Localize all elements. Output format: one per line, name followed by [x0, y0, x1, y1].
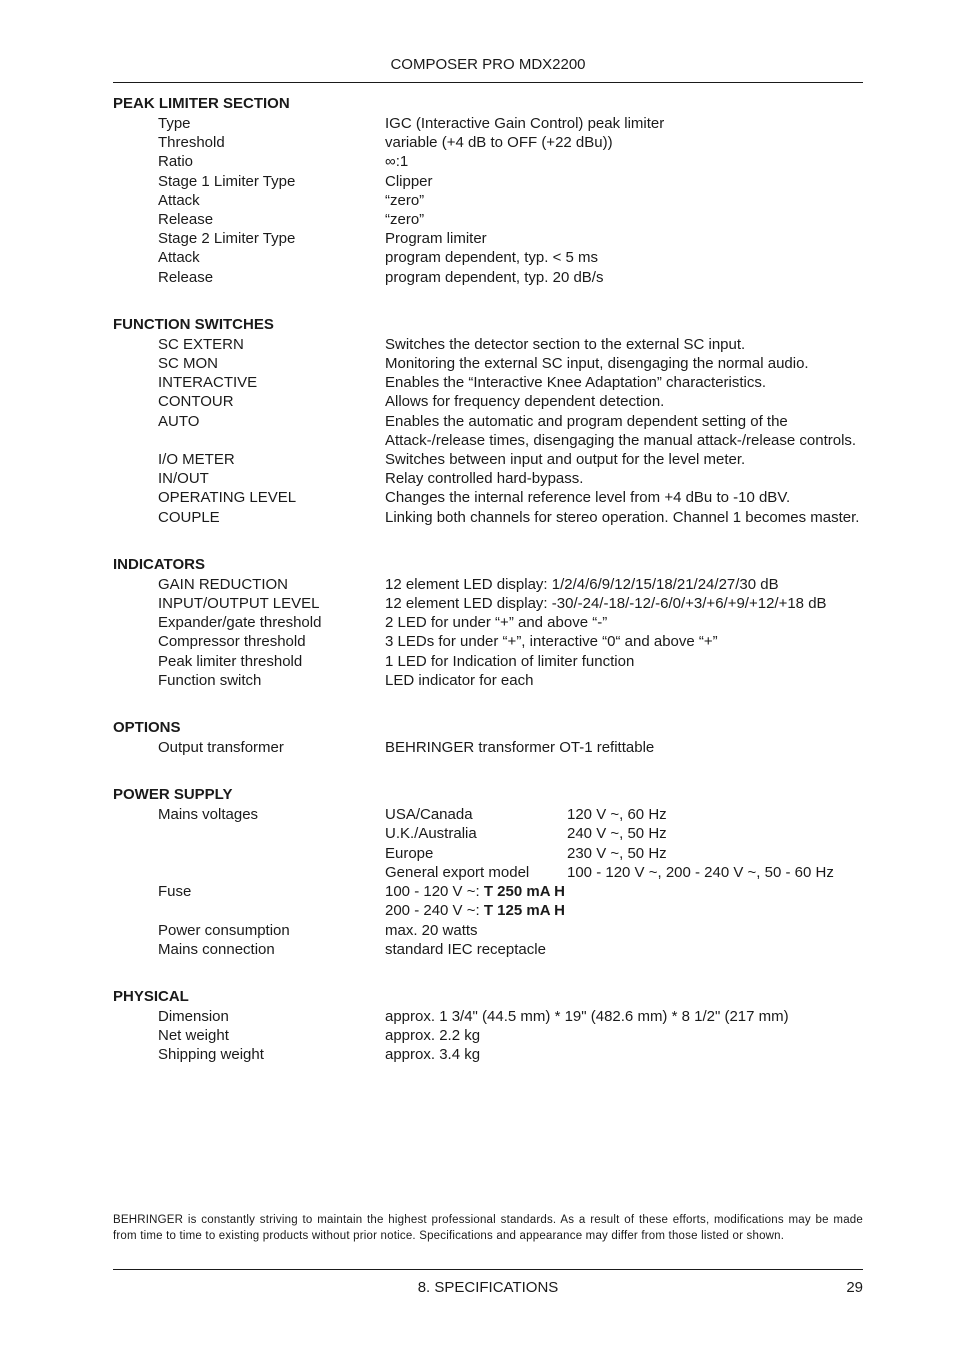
spec-row: [113, 248, 863, 267]
spec-row: [113, 594, 863, 613]
footer-section-title: 8. SPECIFICATIONS: [417, 1279, 559, 1296]
spec-row: [113, 210, 863, 229]
spec-value: ∞:1: [385, 153, 409, 171]
spec-label: CONTOUR: [158, 393, 234, 411]
fuse-values: [385, 882, 863, 920]
mains-spec: 120 V ~, 60 Hz: [567, 806, 667, 824]
spec-value: variable (+4 dB to OFF (+22 dBu)): [385, 134, 613, 152]
mains-row: [385, 805, 863, 824]
spec-value: Switches the detector section to the external SC input.: [385, 335, 746, 353]
spec-label: COUPLE: [158, 508, 220, 526]
spec-row: [113, 921, 863, 940]
spec-row: [113, 229, 863, 248]
spec-row: [113, 805, 863, 882]
spec-value: IGC (Interactive Gain Control) peak limiter: [385, 115, 665, 132]
spec-row: [113, 354, 863, 373]
spec-row: [113, 575, 863, 594]
spec-row: [113, 508, 863, 527]
spec-row: [113, 469, 863, 488]
spec-value: Enables the automatic and program dependent setting of the Attack-/release times, disengaging the manual attack-/release controls.: [385, 412, 857, 449]
spec-label: Stage 1 Limiter Type: [158, 172, 296, 190]
spec-row: [113, 152, 863, 171]
spec-label: SC MON: [158, 355, 218, 373]
spec-label: Power consumption: [158, 921, 290, 939]
spec-value: approx. 2.2 kg: [385, 1027, 481, 1045]
spec-row: [113, 412, 863, 450]
fuse-range: 100 - 120 V ~:: [385, 883, 484, 901]
spec-label: Compressor threshold: [158, 633, 306, 651]
spec-label: Release: [158, 268, 214, 286]
section-title: FUNCTION SWITCHES: [113, 315, 274, 333]
spec-value: BEHRINGER transformer OT-1 refittable: [385, 739, 655, 757]
spec-label: INTERACTIVE: [158, 374, 258, 392]
spec-value: Relay controlled hard-bypass.: [385, 470, 584, 488]
spec-value: LED indicator for each: [385, 671, 534, 689]
section-options: [113, 718, 863, 757]
fuse-line: [385, 901, 863, 920]
spec-value: max. 20 watts: [385, 921, 478, 939]
spec-label: Threshold: [158, 134, 225, 152]
page-number: 29: [846, 1279, 863, 1296]
spec-value: program dependent, typ. 20 dB/s: [385, 268, 604, 286]
spec-value: “zero”: [385, 211, 425, 229]
spec-label: Fuse: [158, 883, 192, 901]
section-title: POWER SUPPLY: [113, 786, 233, 804]
spec-label: Output transformer: [158, 739, 284, 757]
section-indicators: [113, 555, 863, 690]
spec-value: Switches between input and output for the level meter.: [385, 451, 746, 469]
spec-value: Program limiter: [385, 230, 487, 248]
specifications-content: [113, 94, 863, 1093]
mains-region: General export model: [385, 863, 530, 881]
spec-label: Net weight: [158, 1027, 229, 1045]
spec-value: program dependent, typ. < 5 ms: [385, 249, 599, 267]
spec-label: Peak limiter threshold: [158, 652, 303, 670]
spec-value: Clipper: [385, 172, 433, 190]
spec-row: [113, 450, 863, 469]
spec-label: INPUT/OUTPUT LEVEL: [158, 595, 320, 613]
spec-row: [113, 133, 863, 152]
spec-row: [113, 191, 863, 210]
spec-row: [113, 882, 863, 920]
spec-label: Function switch: [158, 671, 262, 689]
fuse-rating: T 125 mA H: [483, 902, 565, 920]
spec-value: Monitoring the external SC input, disengaging the normal audio.: [385, 355, 809, 373]
spec-row: [113, 114, 863, 133]
section-title: OPTIONS: [113, 719, 181, 737]
spec-label: Mains voltages: [158, 806, 259, 824]
spec-label: I/O METER: [158, 451, 235, 469]
spec-label: Type: [158, 115, 191, 132]
spec-label: Attack: [158, 191, 200, 209]
section-physical: [113, 987, 863, 1065]
spec-label: Shipping weight: [158, 1046, 264, 1064]
spec-label: Expander/gate threshold: [158, 614, 322, 632]
spec-row: [113, 335, 863, 354]
spec-row: [113, 632, 863, 651]
spec-row: [113, 268, 863, 287]
spec-label: SC EXTERN: [158, 335, 244, 353]
section-title: PEAK LIMITER SECTION: [113, 95, 290, 112]
mains-spec: 240 V ~, 50 Hz: [567, 825, 667, 843]
fuse-line: [385, 882, 863, 901]
section-peak-limiter: [113, 94, 863, 287]
spec-value: 12 element LED display: 1/2/4/6/9/12/15/18/21/24/27/30 dB: [385, 575, 779, 593]
spec-row: [113, 1045, 863, 1064]
spec-row: [113, 940, 863, 959]
spec-row: [113, 488, 863, 507]
spec-value: Allows for frequency dependent detection.: [385, 393, 665, 411]
mains-spec: 230 V ~, 50 Hz: [567, 844, 667, 862]
spec-label: GAIN REDUCTION: [158, 575, 289, 593]
spec-label: AUTO: [158, 412, 200, 430]
fuse-rating: T 250 mA H: [483, 883, 565, 901]
spec-row: [113, 613, 863, 632]
spec-label: OPERATING LEVEL: [158, 489, 297, 507]
section-power-supply: [113, 785, 863, 959]
mains-region: USA/Canada: [385, 806, 473, 824]
spec-label: Attack: [158, 249, 200, 267]
section-function-switches: [113, 315, 863, 527]
mains-row: [385, 824, 863, 843]
spec-value: Linking both channels for stereo operation. Channel 1 becomes master.: [385, 508, 860, 526]
spec-row: [113, 392, 863, 411]
spec-value: approx. 1 3/4" (44.5 mm) * 19" (482.6 mm) * 8 1/2" (217 mm): [385, 1007, 789, 1025]
spec-label: Dimension: [158, 1007, 229, 1025]
spec-label: IN/OUT: [158, 470, 209, 488]
spec-row: [113, 172, 863, 191]
spec-row: [113, 1007, 863, 1026]
spec-row: [113, 671, 863, 690]
spec-row: [113, 1026, 863, 1045]
footer-divider: [113, 1269, 863, 1270]
spec-value: standard IEC receptacle: [385, 940, 546, 958]
mains-voltage-table: [385, 805, 863, 882]
section-title: INDICATORS: [113, 555, 205, 573]
mains-region: U.K./Australia: [385, 825, 477, 843]
mains-spec: 100 - 120 V ~, 200 - 240 V ~, 50 - 60 Hz: [567, 863, 834, 881]
spec-label: Release: [158, 211, 214, 229]
spec-row: [113, 373, 863, 392]
spec-value: 12 element LED display: -30/-24/-18/-12/-6/0/+3/+6/+9/+12/+18 dB: [385, 595, 827, 613]
spec-value: 3 LEDs for under “+”, interactive “0“ and above “+”: [385, 633, 718, 651]
mains-row: [385, 844, 863, 863]
fuse-range: 200 - 240 V ~:: [385, 902, 484, 920]
spec-value: 1 LED for Indication of limiter function: [385, 652, 635, 670]
spec-row: [113, 738, 863, 757]
mains-region: Europe: [385, 844, 434, 862]
spec-label: Ratio: [158, 153, 194, 171]
spec-value: approx. 3.4 kg: [385, 1046, 481, 1064]
header-divider: [113, 82, 863, 83]
spec-label: Mains connection: [158, 940, 275, 958]
section-title: PHYSICAL: [113, 987, 189, 1005]
mains-row: [385, 863, 863, 882]
spec-value: Changes the internal reference level from +4 dBu to -10 dBV.: [385, 489, 791, 507]
spec-value: Enables the “Interactive Knee Adaptation” characteristics.: [385, 374, 767, 392]
spec-row: [113, 652, 863, 671]
disclaimer-note: BEHRINGER is constantly striving to maintain the highest professional standards. As a result of these efforts, modifications may be made from time to time to existing products without prior notice. Specifications and appearance may differ from those listed or shown.: [113, 1214, 863, 1242]
document-header-title: COMPOSER PRO MDX2200: [390, 56, 586, 73]
spec-label: Stage 2 Limiter Type: [158, 230, 296, 248]
spec-value: 2 LED for under “+” and above “-”: [385, 614, 608, 632]
spec-value: “zero”: [385, 191, 425, 209]
